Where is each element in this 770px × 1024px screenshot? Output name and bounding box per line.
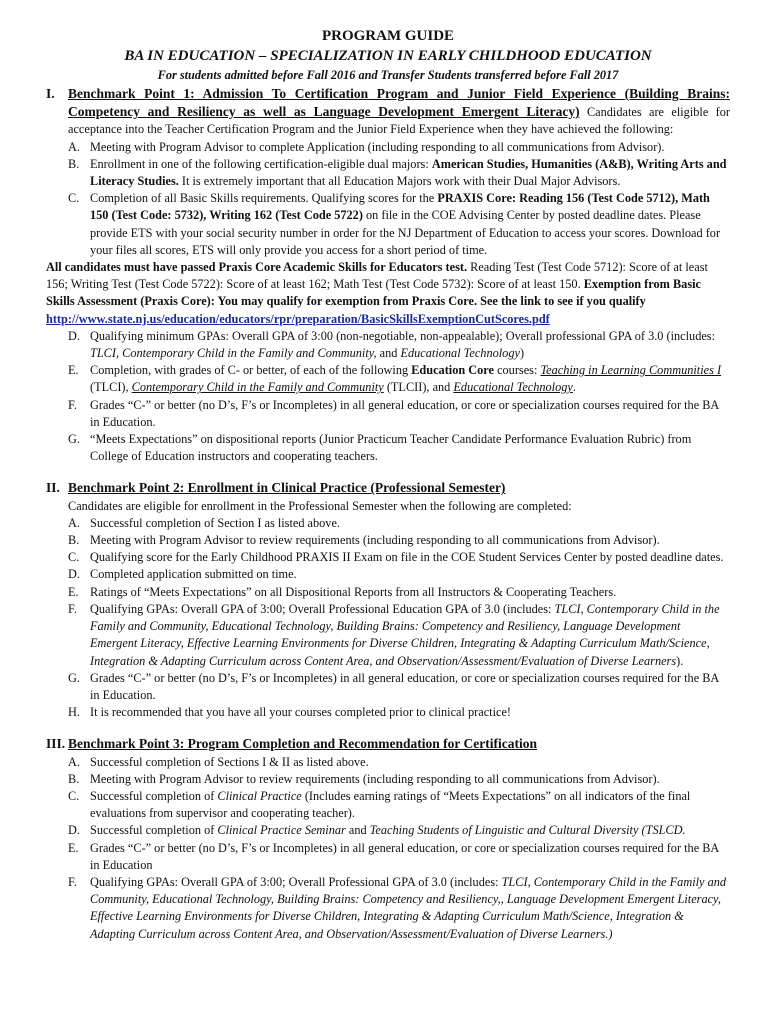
s3-item-c [46,788,730,822]
s3-item-d-seminar: Clinical Practice Seminar [217,823,346,838]
s2-item-f-text-1: Qualifying GPAs: Overall GPA of 3:00; Overall Professional Education GPA of 3.0 (includes: [90,601,555,616]
s1-item-d-edtech: Educational Technology [400,346,520,361]
s1-item-d-courses: TLCI, Contemporary Child in the Family and Community, [90,346,377,361]
section-3-heading-para [68,735,730,753]
s1-item-c-text-1: Completion of all Basic Skills requirements. Qualifying scores for the [90,191,438,206]
s3-item-b-letter: B. [68,771,80,786]
s1-item-g-letter: G. [68,432,80,447]
s1-item-e-text-3: (TLCI), [90,380,132,395]
s1-item-d [46,328,730,362]
s3-item-d [46,822,730,839]
s1-item-e-text-2: courses: [494,363,541,378]
s3-item-a-letter: A. [68,754,80,769]
s3-item-c-text-1: Successful completion of [90,788,218,803]
section-3-heading: Benchmark Point 3: Program Completion and Recommendation for Certification [68,736,537,752]
s1-item-c-scores: PRAXIS Core: Reading 156 (Test Code 5712), Math 150 (Test Code: 5732), Writing 162 (Test Code 5722) [90,191,710,223]
section-2-intro: Candidates are eligible for enrollment in the Professional Semester when the following are completed: [68,498,572,513]
s1-item-e-tlci: Teaching in Learning Communities I [540,363,722,378]
s1-item-e-period: . [572,380,576,395]
s3-item-e-letter: E. [68,840,79,855]
s1-item-d-close: ) [519,346,525,361]
s3-item-b-text: Meeting with Program Advisor to review requirements (including responding to all communications from Advisor). [90,771,660,786]
section-1-number: I. [46,86,55,101]
s3-item-c-clinical: Clinical Practice [217,788,302,803]
s1-item-d-letter: D. [68,328,80,343]
section-1-heading: Benchmark Point 1: Admission To Certification Program and Junior Field Experience (Building Brains: Competency and Resiliency as well as Language Development Emergent Literacy) [68,86,730,120]
s1-praxis-lead: All candidates must have passed Praxis Core Academic Skills for Educators test. [46,260,468,275]
s3-item-e [46,840,730,874]
s1-item-e-text-1: Completion, with grades of C- or better, of each of the following [90,363,412,378]
s1-item-g-text: “Meets Expectations” on dispositional reports (Junior Practicum Teacher Candidate Performance Evaluation Rubric) from College of Education instructors and cooperating teachers. [90,432,692,464]
s2-item-g-letter: G. [68,670,80,685]
s1-item-d-and: and [376,346,401,361]
s2-item-b-text: Meeting with Program Advisor to review requirements (including responding to all communications from Advisor). [90,533,660,548]
s1-item-a-text: Meeting with Program Advisor to complete Application (including responding to all communications from Advisor). [90,139,665,154]
s1-item-a-letter: A. [68,139,80,154]
s1-item-e-core: Education Core [411,363,494,378]
s1-item-e [46,362,730,396]
s2-item-f [46,601,730,670]
s2-item-c-letter: C. [68,550,80,565]
s2-item-a-letter: A. [68,515,80,530]
s1-item-g [46,431,730,465]
s2-item-g-text: Grades “C-” or better (no D’s, F’s or Incompletes) in all general education, or core or specialization courses required for the BA in Education. [90,670,719,702]
s3-item-a-text: Successful completion of Sections I & II as listed above. [90,754,369,769]
s3-item-b [46,771,730,788]
s1-praxis-para [46,259,730,328]
exemption-link[interactable]: http://www.state.nj.us/education/educators/rpr/preparation/BasicSkillsExemptionCutScores.pdf [46,311,550,326]
s3-item-c-letter: C. [68,788,80,803]
s2-item-e-letter: E. [68,584,79,599]
s1-item-b-majors: American Studies, Humanities (A&B), Writing Arts and Literacy Studies. [90,156,727,189]
s1-item-f-text: Grades “C-” or better (no D’s, F’s or Incompletes) in all general education, or core or specialization courses required for the BA in Education. [90,397,719,429]
s1-item-f [46,397,730,431]
s2-item-a [46,515,730,532]
s3-item-f-courses: TLCI, Contemporary Child in the Family and Community, Educational Technology, Building Brains: Competency and Resiliency,, Language Development Emergent Literacy, Effective Learning Environments for Diverse Children, Integrating & Adapting Curriculum Math/Science, Integration & Adapting Curriculum across Content Area, and Observation/Assessment/Evaluation of Diverse Learners.) [90,874,727,941]
section-3 [46,735,730,753]
s1-item-c-letter: C. [68,191,80,206]
s1-item-e-tlcii: Contemporary Child in the Family and Community [131,380,384,395]
s2-item-f-close: ). [676,653,684,668]
doc-subtitle: BA IN EDUCATION – SPECIALIZATION IN EARLY CHILDHOOD EDUCATION [124,48,652,64]
section-2-heading: Benchmark Point 2: Enrollment in Clinical Practice (Professional Semester) [68,480,506,496]
s3-item-f-text-1: Qualifying GPAs: Overall GPA of 3:00; Overall Professional GPA of 3.0 (includes: [90,874,502,889]
s2-item-c-text: Qualifying score for the Early Childhood PRAXIS II Exam on file in the COE Student Services Center by posted deadline dates. [90,550,724,565]
s1-item-a [46,139,730,156]
s1-item-b-letter: B. [68,156,80,171]
s2-item-e [46,584,730,601]
section-2 [46,479,730,514]
s2-item-f-letter: F. [68,601,77,616]
s2-item-b-letter: B. [68,533,80,548]
section-3-number: III. [46,736,66,752]
s1-item-c-text-2: on file in the COE Advising Center by posted deadline dates. Please provide ETS with your social security number in order for the NJ Department of Education to access your scores. Download for your files all scores, ETS will only provide you access for a short period of time. [90,208,721,257]
section-2-number: II. [46,480,60,496]
s2-item-c [46,549,730,566]
s2-item-b [46,532,730,549]
s3-item-f-letter: F. [68,874,77,889]
s1-praxis-scores: Reading Test (Test Code 5712): Score of at least 156; Writing Test (Test Code 5722): Score of at least 162; Math Test (Test Code 5732): Score of at least 150. [46,260,708,292]
s2-item-d-letter: D. [68,567,80,582]
s2-item-d-text: Completed application submitted on time. [90,567,297,582]
s2-item-d [46,566,730,583]
s1-item-e-letter: E. [68,363,79,378]
s2-item-h-letter: H. [68,705,80,720]
s3-item-d-letter: D. [68,823,80,838]
s2-item-f-courses: TLCI, Contemporary Child in the Family and Community, Educational Technology, Building Brains: Competency and Resiliency, Language Development Emergent Literacy, Effective Learning Environments for Diverse Children, Integrating & Adapting Curriculum Math/Science, Integration & Adapting Curriculum across Content Area, and Observation/Assessment/Evaluation of Diverse Learners [90,601,720,668]
s3-item-e-text: Grades “C-” or better (no D’s, F’s or Incompletes) in all general education, or core or specialization courses required for the BA in Education [90,840,719,872]
s3-item-f [46,874,730,943]
doc-title: PROGRAM GUIDE [321,28,455,44]
s1-item-d-text-1: Qualifying minimum GPAs: Overall GPA of 3:00 (non-negotiable, non-appealable); Overall professional GPA of 3.0 (includes: [90,328,716,343]
s1-item-f-letter: F. [68,397,77,412]
s2-item-h [46,704,730,721]
s1-item-e-edtech: Educational Technology [453,380,573,395]
s1-item-c [46,190,730,259]
s3-item-c-text-2: (Includes earning ratings of “Meets Expectations” on all indicators of the final evaluations from supervisor and cooperating teacher). [90,788,691,821]
s1-item-e-text-4: (TLCII), and [383,380,454,395]
s1-item-b-text-1: Enrollment in one of the following certification-eligible dual majors: [90,156,432,171]
section-1-intro: Candidates are eligible for acceptance into the Teacher Certification Program and the Junior Field Experience when they have achieved the following: [68,105,730,137]
s3-item-d-text-1: Successful completion of [90,823,218,838]
s1-praxis-exemption: Exemption from Basic Skills Assessment (Praxis Core): You may qualify for exemption from Praxis Core. See the link to see if you qualify [46,277,701,309]
s3-item-a [46,754,730,771]
s3-item-d-tslcd: Teaching Students of Linguistic and Cultural Diversity (TSLCD. [369,823,686,838]
s2-item-h-text: It is recommended that you have all your courses completed prior to clinical practice! [90,705,512,720]
s2-item-e-text: Ratings of “Meets Expectations” on all Dispositional Reports from all Instructors & Cooperating Teachers. [90,584,617,599]
s1-item-b-text-2: It is extremely important that all Education Majors work with their Dual Major Advisors. [178,174,621,189]
s1-item-b [46,156,730,190]
section-1-intro-para [68,85,730,139]
doc-note: For students admitted before Fall 2016 and Transfer Students transferred before Fall 2017 [157,68,619,82]
s2-item-a-text: Successful completion of Section I as listed above. [90,515,340,530]
section-1 [46,85,730,139]
section-2-heading-para [68,479,730,497]
s3-item-d-and: and [345,823,370,838]
s2-item-g [46,670,730,704]
